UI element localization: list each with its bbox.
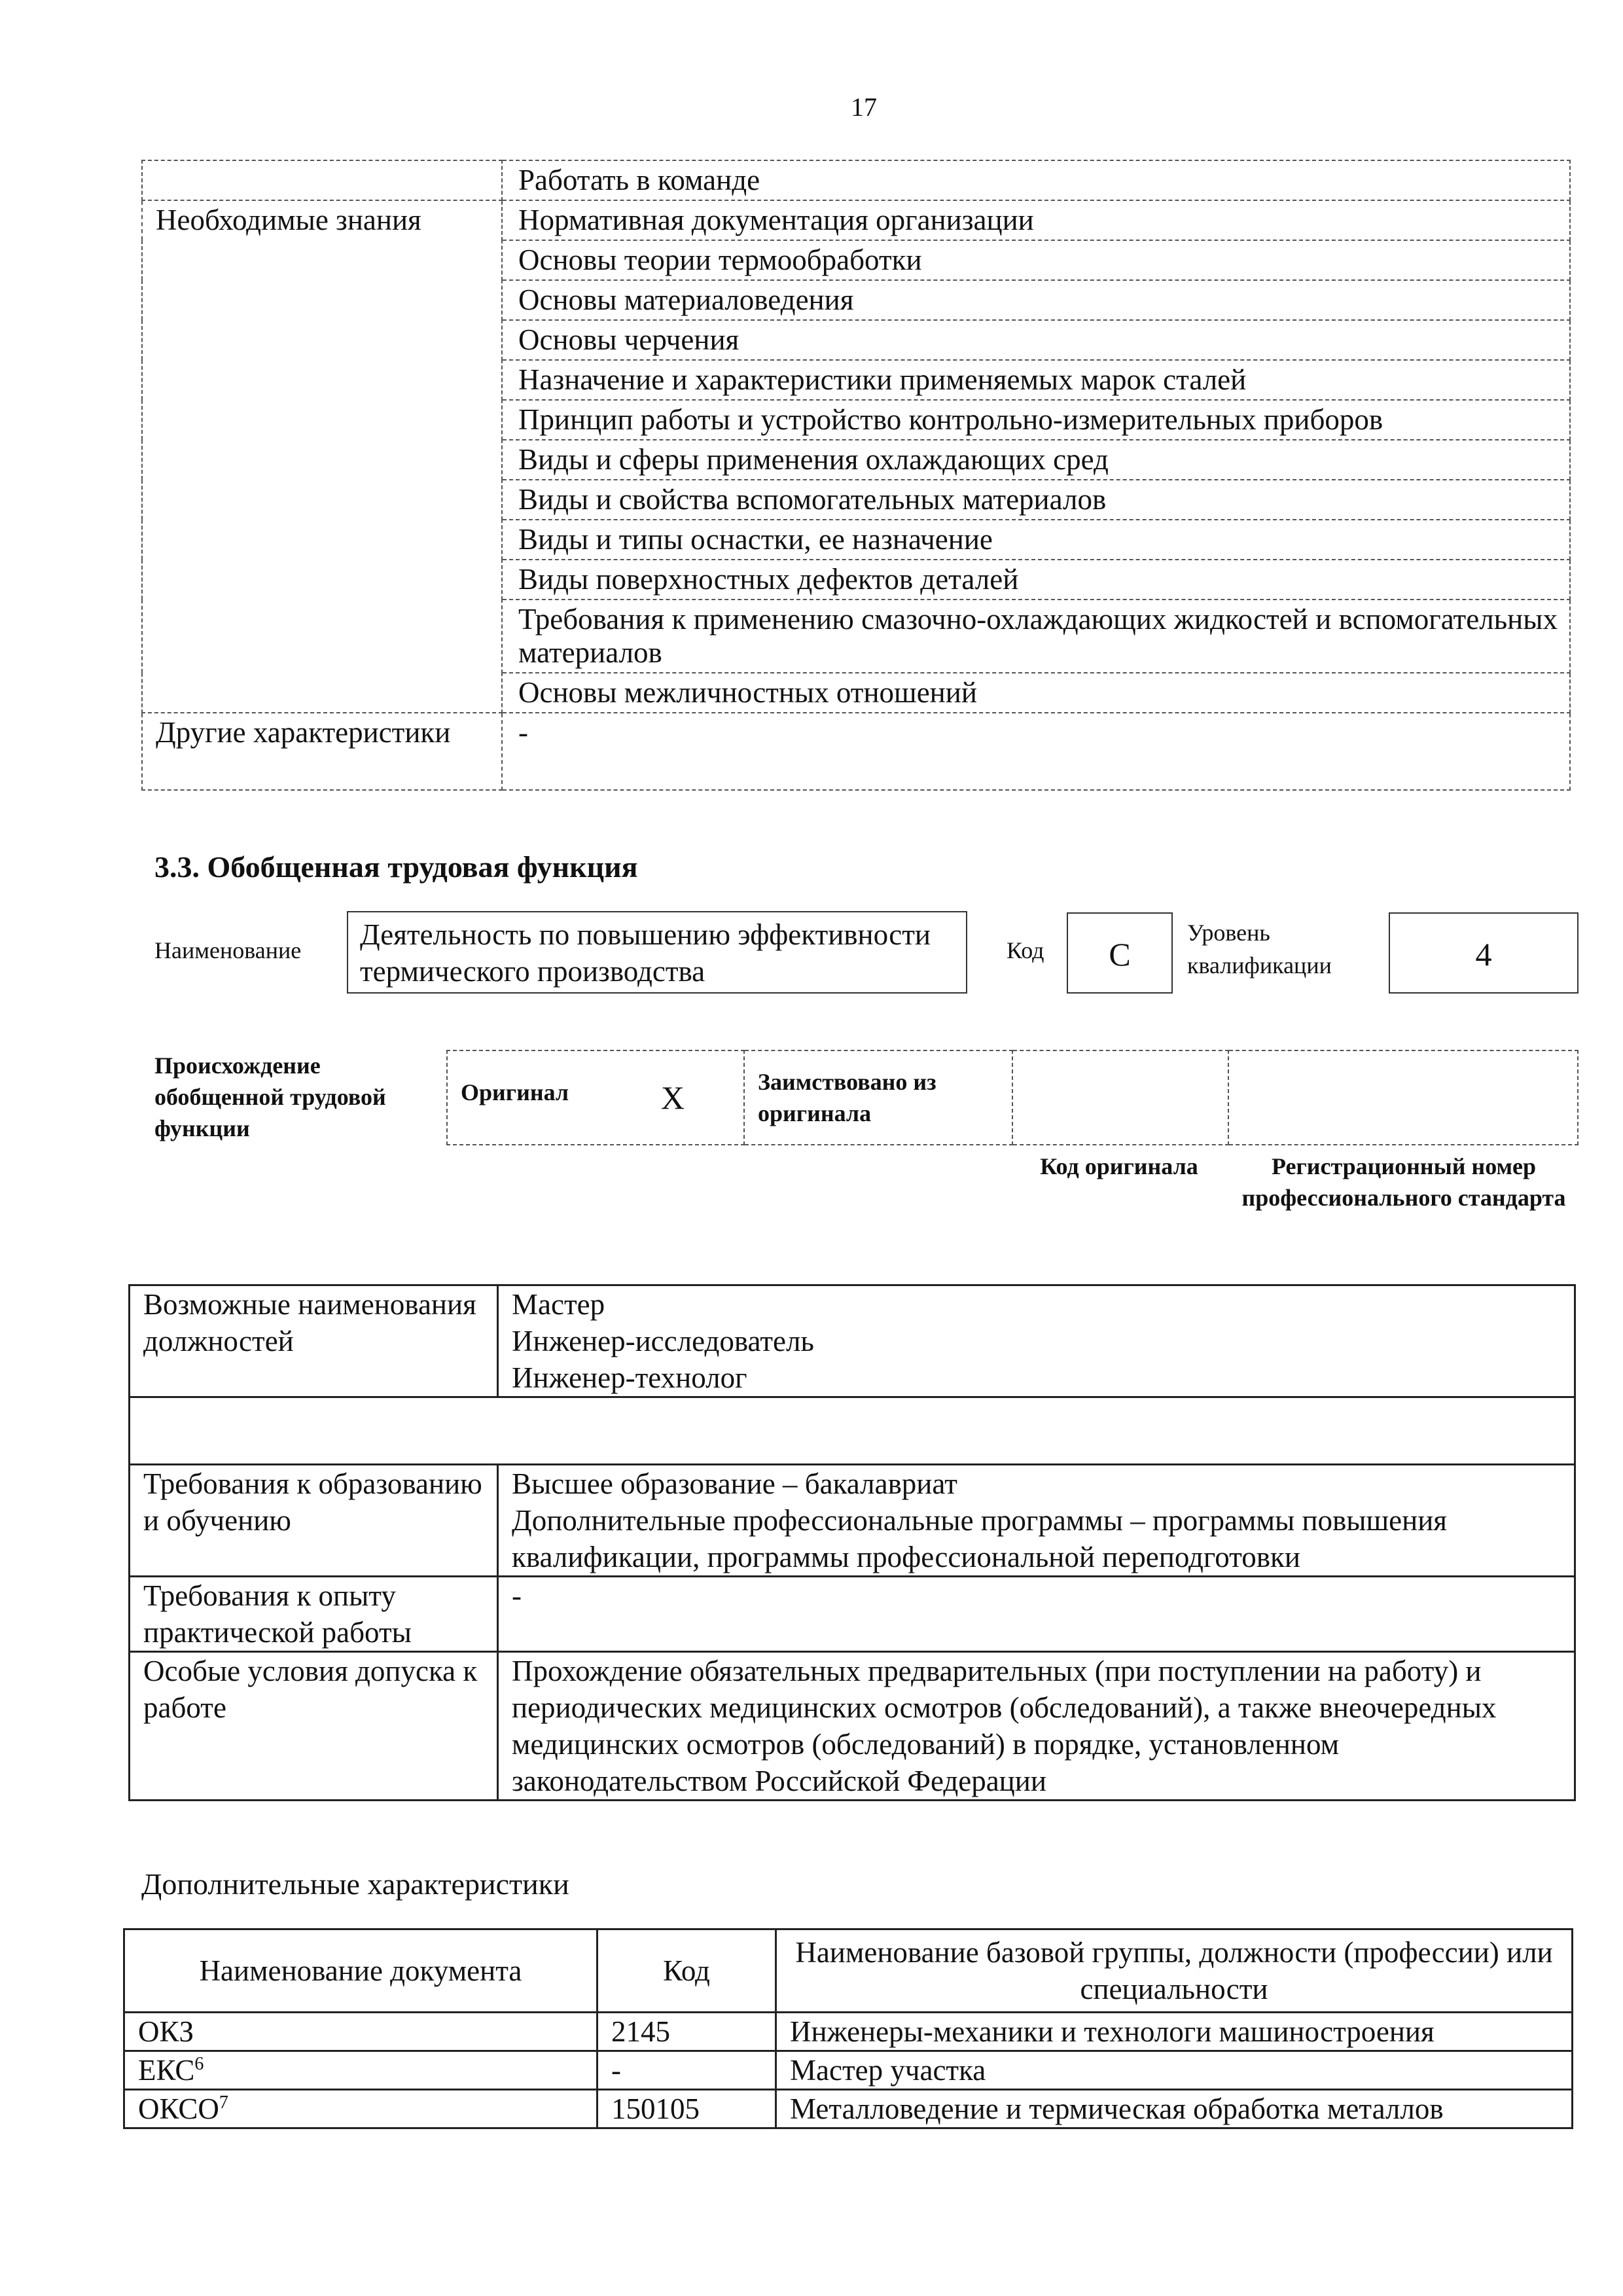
header-name: Наименование базовой группы, должности (профессии) или специальности [776, 1929, 1573, 2013]
header-doc: Наименование документа [124, 1929, 597, 2013]
additional-table [123, 1928, 1573, 2129]
knowledge-item: Виды и типы оснастки, ее назначение [502, 520, 1570, 560]
name-cell: Мастер участка [776, 2051, 1573, 2090]
other-label: Другие характеристики [142, 713, 502, 790]
footnote-ref: 6 [194, 2054, 204, 2074]
code-label: Код [1007, 937, 1044, 963]
doc-cell: ЕКС$^6$ [124, 2051, 597, 2090]
name-cell: Инженеры-механики и технологи машиностроения [776, 2013, 1573, 2051]
knowledge-item: Виды поверхностных дефектов деталей [502, 560, 1570, 600]
borrowed-label: Заимствовано из оригинала [744, 1050, 1012, 1145]
original-mark: X [660, 1079, 685, 1116]
position-item: Инженер-технолог [512, 1361, 747, 1394]
knowledge-table [141, 160, 1571, 791]
reg-number-cell [1228, 1050, 1578, 1145]
level-value: 4 [1389, 912, 1578, 994]
knowledge-item: Виды и сферы применения охлаждающих сред [502, 440, 1570, 480]
function-name: Деятельность по повышению эффективности термического производства [347, 911, 967, 994]
knowledge-item: Принцип работы и устройство контрольно-измерительных приборов [502, 400, 1570, 440]
knowledge-item: Основы черчения [502, 320, 1570, 360]
position-item: Мастер [512, 1288, 605, 1321]
other-value: - [502, 713, 1570, 790]
section-title: 3.3. Обобщенная трудовая функция [154, 850, 638, 884]
knowledge-item: Основы теории термообработки [502, 240, 1570, 280]
education-cell [498, 1465, 1575, 1577]
reg-number-caption: Регистрационный номер профессионального стандарта [1241, 1153, 1566, 1211]
doc-cell: ОКЗ [124, 2013, 597, 2051]
knowledge-item: Основы материаловедения [502, 280, 1570, 320]
knowledge-item: Назначение и характеристики применяемых марок сталей [502, 360, 1570, 400]
empty-row [130, 1397, 1575, 1465]
doc-cell: ОКСО$^7$ [124, 2090, 597, 2128]
position-item: Инженер-исследователь [512, 1325, 814, 1357]
conditions-label: Особые условия допуска к работе [130, 1652, 498, 1801]
code-cell: 2145 [597, 2013, 776, 2051]
knowledge-item: Нормативная документация организации [502, 200, 1570, 240]
header-code: Код [597, 1929, 776, 2013]
knowledge-label: Необходимые знания [142, 200, 502, 713]
origin-table [446, 1050, 1578, 1145]
knowledge-item: Требования к применению смазочно-охлаждающих жидкостей и вспомогательных материалов [502, 600, 1570, 673]
education-line: Высшее образование – бакалавриат [512, 1467, 957, 1500]
positions-cell [498, 1285, 1575, 1397]
original-code-cell [1012, 1050, 1228, 1145]
page-number: 17 [851, 92, 877, 122]
additional-title: Дополнительные характеристики [141, 1867, 569, 1901]
conditions-value: Прохождение обязательных предварительных (при поступлении на работу) и периодических медицинских осмотров (обследований), а также внеочередных медицинских осмотров (обследований) в порядке, установленном законодательством Российской Федерации [498, 1652, 1575, 1801]
level-label: Уровень квалификации [1187, 920, 1332, 978]
empty-label-cell [142, 160, 502, 200]
origin-label: Происхождение обобщенной трудовой функции [154, 1052, 386, 1141]
name-label: Наименование [154, 937, 302, 963]
code-value: C [1067, 912, 1173, 994]
positions-label: Возможные наименования должностей [130, 1285, 498, 1397]
education-label: Требования к образованию и обучению [130, 1465, 498, 1577]
knowledge-item: Виды и свойства вспомогательных материалов [502, 480, 1570, 520]
original-cell [447, 1050, 744, 1145]
experience-label: Требования к опыту практической работы [130, 1577, 498, 1652]
education-line: Дополнительные профессиональные программы – программы повышения квалификации, программы профессиональной переподготовки [512, 1504, 1447, 1573]
original-code-caption: Код оригинала [1040, 1153, 1198, 1179]
name-cell: Металловедение и термическая обработка металлов [776, 2090, 1573, 2128]
table-cell: Работать в команде [502, 160, 1570, 200]
original-label: Оригинал [461, 1079, 569, 1105]
code-cell: 150105 [597, 2090, 776, 2128]
footnote-ref: 7 [219, 2092, 228, 2113]
knowledge-item: Основы межличностных отношений [502, 673, 1570, 713]
requirements-table [128, 1284, 1576, 1801]
code-cell: - [597, 2051, 776, 2090]
experience-value: - [498, 1577, 1575, 1652]
